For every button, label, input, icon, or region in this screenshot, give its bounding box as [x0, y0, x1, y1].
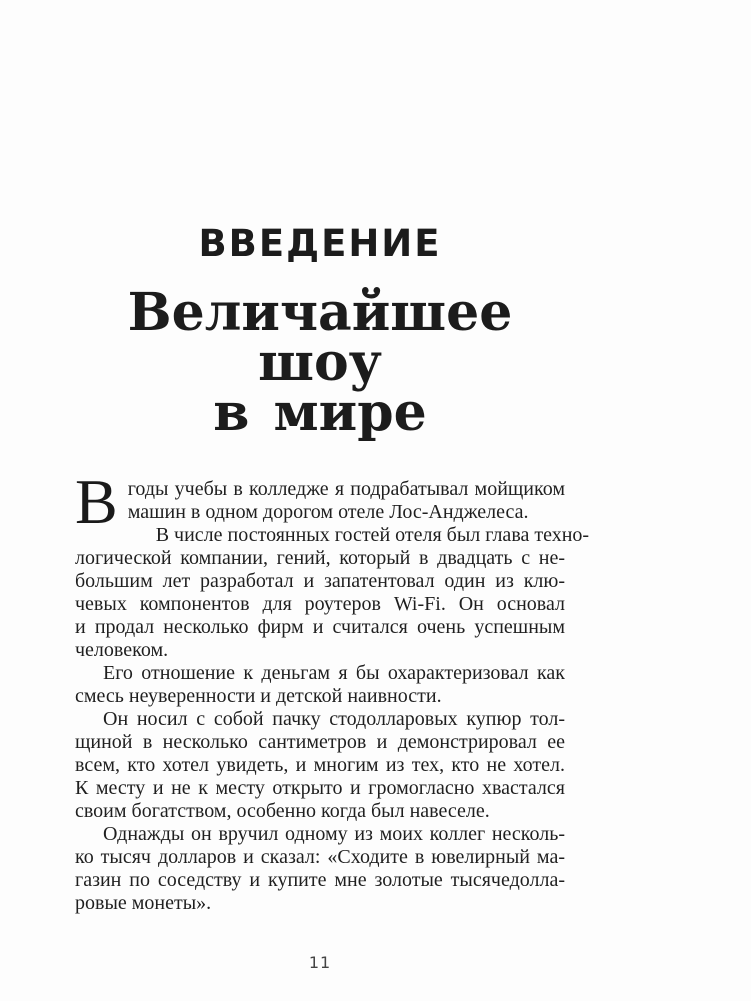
- chapter-title: [75, 282, 565, 443]
- body-line: газин по соседству и купите мне золотые тысячедолла-: [75, 869, 565, 891]
- paragraph: [75, 524, 590, 662]
- body-line: машин в одном дорогом отеле Лос-Анджелеса.: [127, 501, 529, 523]
- body-line: щиной в несколько сантиметров и демонстрировал ее: [75, 731, 565, 753]
- body-line: логической компании, гений, который в двадцать с не-: [75, 547, 565, 569]
- body-text: [75, 466, 590, 915]
- body-line: всем, кто хотел увидеть, и многим из тех, кто не хотел.: [75, 754, 565, 776]
- drop-cap: В: [75, 466, 118, 537]
- paragraph: [75, 823, 565, 915]
- paragraph: [75, 708, 565, 823]
- body-line: Его отношение к деньгам я бы охарактеризовал как: [103, 662, 565, 684]
- body-line: Он носил с собой пачку стодолларовых купюр тол-: [103, 708, 565, 730]
- body-line: Однажды он вручил одному из моих коллег несколь-: [103, 823, 565, 845]
- chapter-title-line-1: Величайшее шоу: [127, 282, 513, 393]
- body-line: В числе постоянных гостей отеля был глава техно-: [155, 524, 590, 546]
- body-line: годы учебы в колледже я подрабатывал мойщиком: [127, 478, 565, 500]
- chapter-kicker: ВВЕДЕНИЕ: [198, 222, 442, 265]
- body-line: большим лет разработал и запатентовал один из клю-: [75, 570, 565, 592]
- body-line: ко тысяч долларов и сказал: «Сходите в ювелирный ма-: [75, 846, 565, 868]
- text-block: [75, 0, 590, 972]
- paragraph: [75, 662, 565, 708]
- body-line: ровые монеты».: [75, 892, 212, 914]
- body-line: смесь неуверенности и детской наивности.: [75, 685, 442, 707]
- body-line: своим богатством, особенно когда был навеселе.: [75, 800, 490, 822]
- body-line: и продал несколько фирм и считался очень успешным: [75, 616, 565, 638]
- page-number: 11: [308, 953, 332, 972]
- chapter-title-line-2: в мире: [213, 382, 427, 443]
- body-line: чевых компонентов для роутеров Wi-Fi. Он основал: [75, 593, 565, 615]
- body-line: человеком.: [75, 639, 169, 661]
- body-line: К месту и не к месту открыто и громогласно хвастался: [75, 777, 565, 799]
